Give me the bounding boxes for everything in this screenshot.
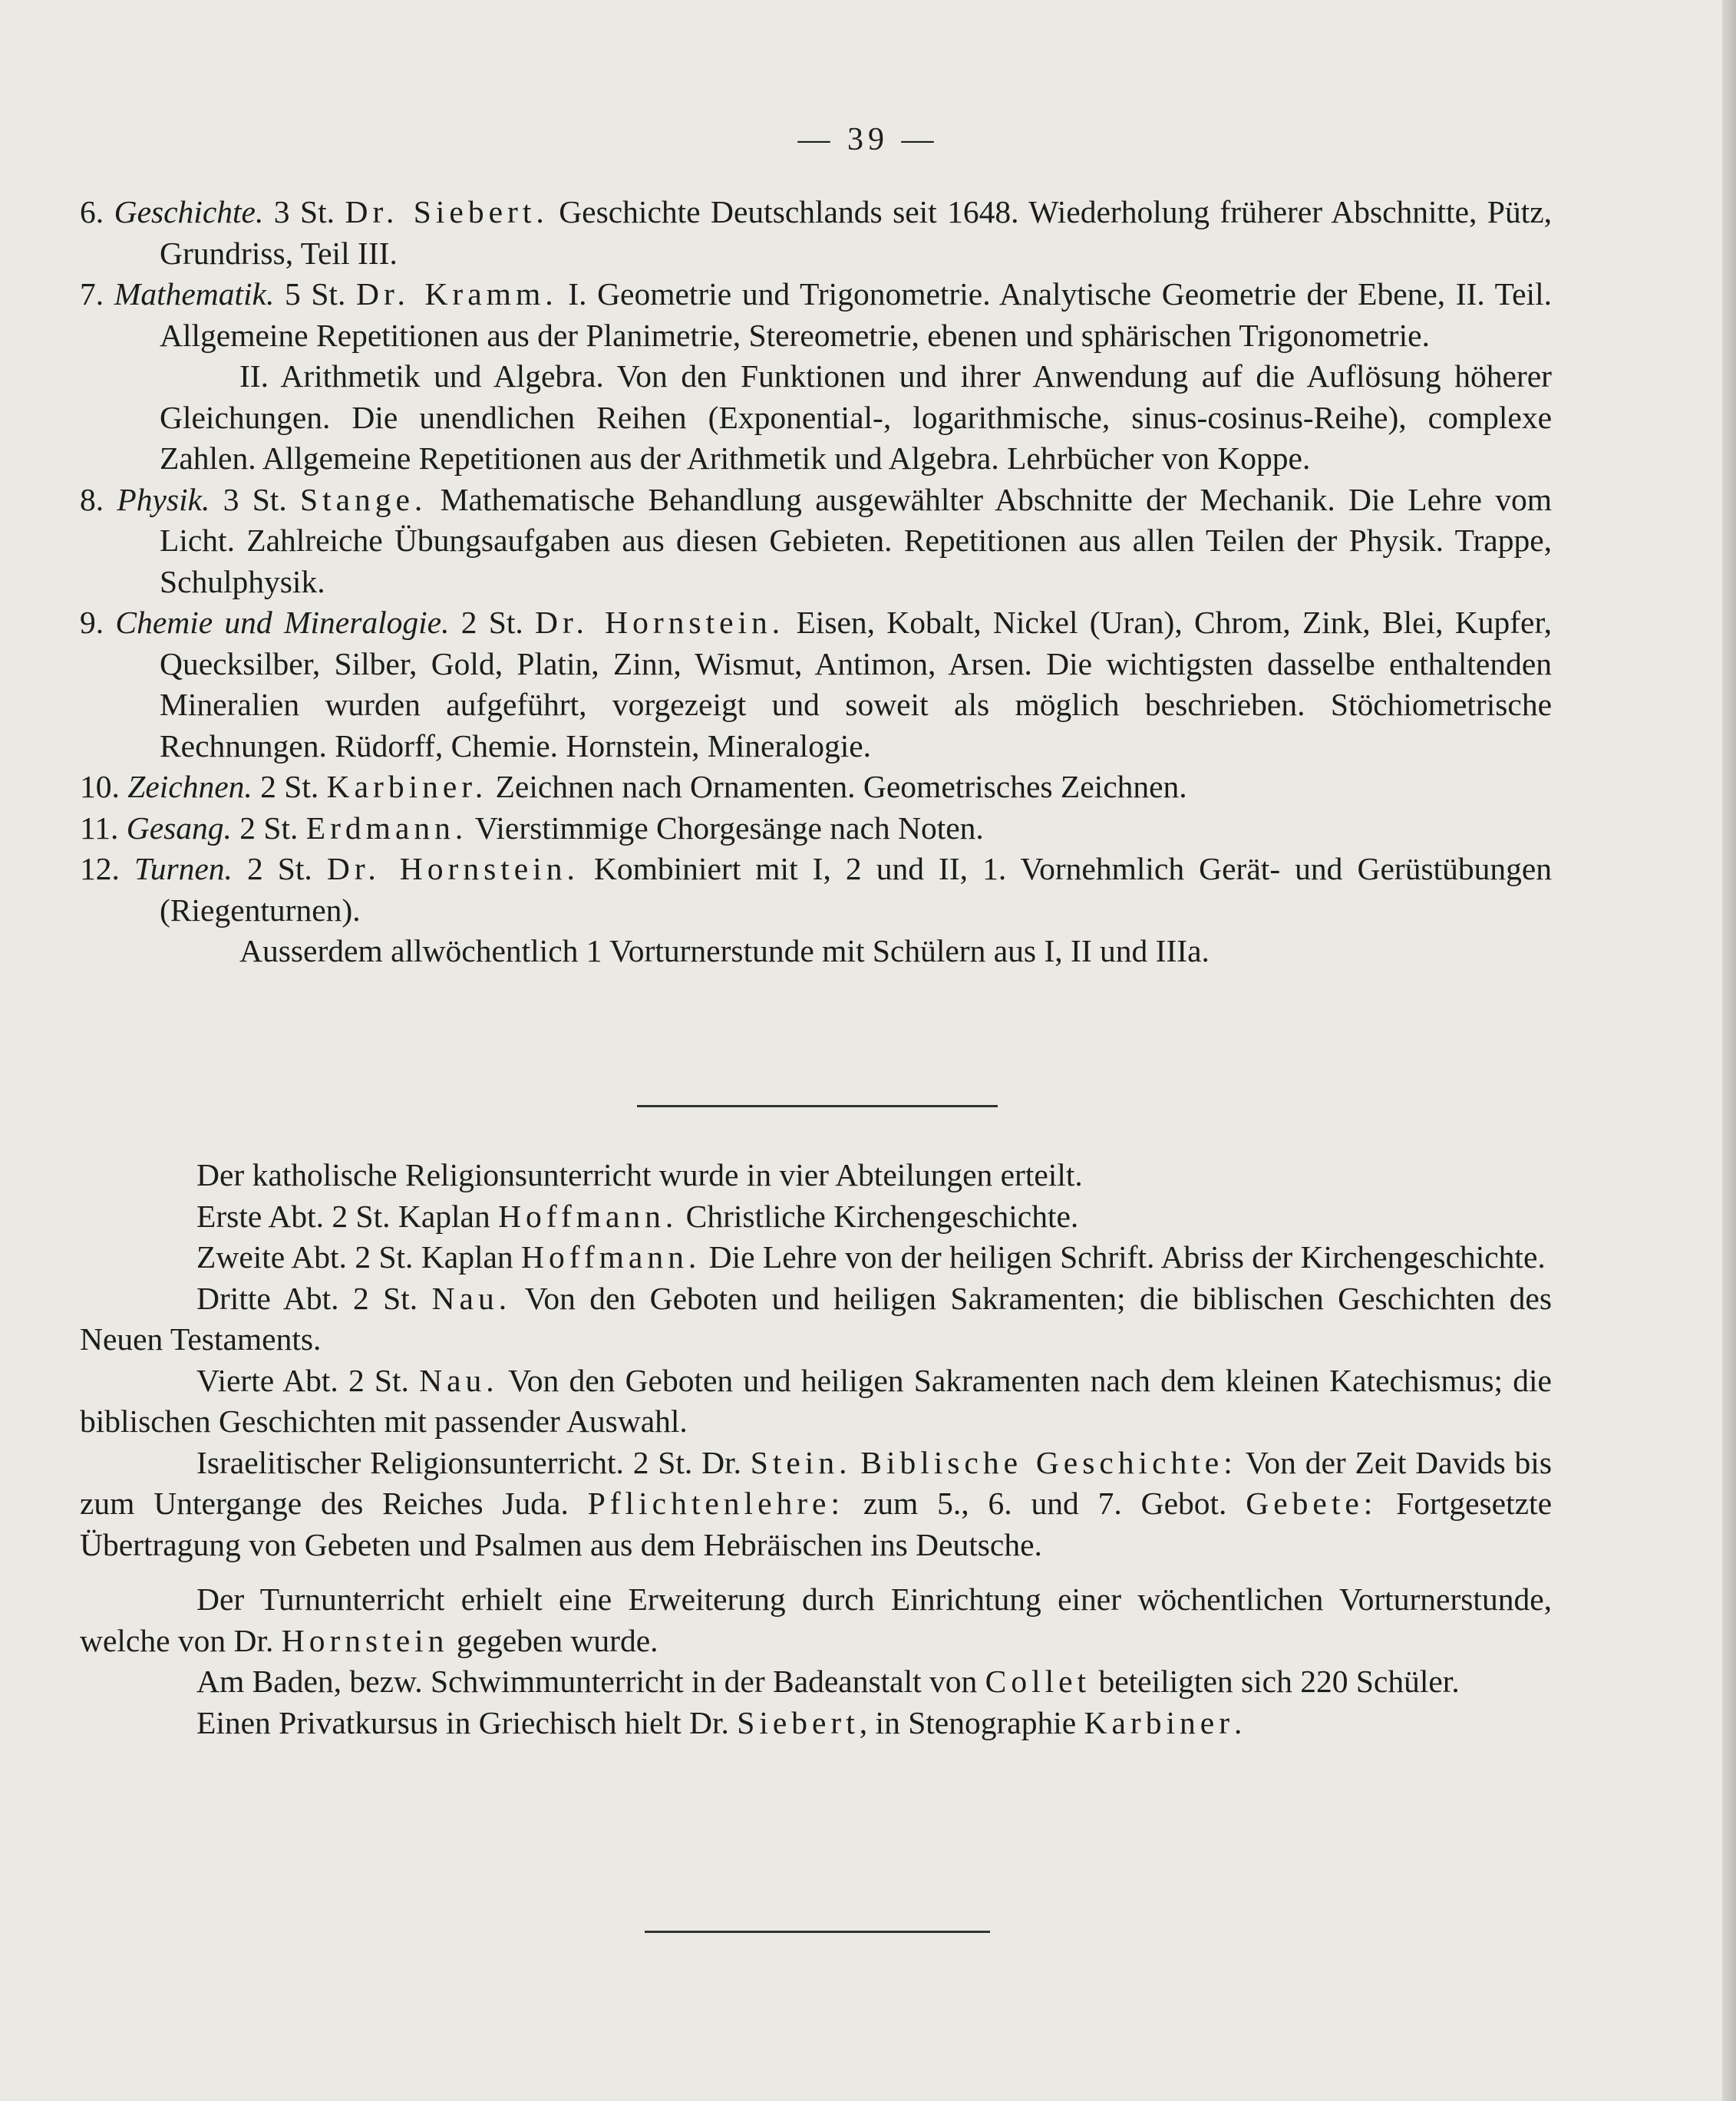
israel-text: Von der Zeit Davids bis zum Untergange des Reiches Juda. xyxy=(80,1444,1552,1521)
subject-text: I. Geometrie und Trigonometrie. Analytische Geometrie der Ebene, II. Teil. Allgemeine Repetitionen aus der Planimetrie, Stereometrie, ebenen und sphärischen Trigonometrie. xyxy=(160,276,1552,353)
para-text: beteiligten sich 220 Schüler. xyxy=(1098,1664,1460,1699)
para-text: Einen Privatkursus in Griechisch hielt Dr. xyxy=(196,1704,729,1740)
israel-text: Fortgesetzte Übertragung von Gebeten und Psalmen aus dem Hebräischen ins Deutsche. xyxy=(80,1486,1552,1562)
subject-title: Geschichte. xyxy=(114,194,264,229)
israel-heading: Pflichtenlehre: xyxy=(587,1486,845,1521)
abt-text: Von den Geboten und heiligen Sakramenten nach dem kleinen Katechismus; die biblischen Geschichten mit passender Auswahl. xyxy=(80,1362,1552,1439)
page-edge-shadow xyxy=(1722,0,1736,2101)
subject-title: Turnen. xyxy=(134,851,233,886)
subject-hours: 3 St. xyxy=(273,194,335,229)
bade-paragraph xyxy=(80,1661,1552,1703)
subject-text: Geschichte Deutschlands seit 1648. Wiederholung früherer Abschnitte, Pütz, Grundriss, Teil III. xyxy=(160,194,1553,271)
person-name: Karbiner xyxy=(1084,1704,1235,1740)
subject-title: Gesang. xyxy=(126,810,232,846)
abt-text: Von den Geboten und heiligen Sakramenten; die biblischen Geschichten des Neuen Testaments. xyxy=(80,1280,1552,1357)
subjects-section xyxy=(80,192,1552,972)
subject-number: 12. xyxy=(80,851,120,886)
subject-subparagraph: II. Arithmetik und Algebra. Von den Funktionen und ihrer Anwendung auf die Auflösung höherer Gleichungen. Die unendlichen Reihen (Exponential-, logarithmische, sinus-cosinus-Reihe), complexe Zahlen. Allgemeine Repetitionen aus der Arithmetik und Algebra. Lehrbücher von Koppe. xyxy=(160,358,1552,476)
israel-heading: Gebete: xyxy=(1246,1486,1378,1521)
para-text: Am Baden, bezw. Schwimmunterricht in der Badeanstalt von xyxy=(196,1664,978,1699)
abt-hours: 2 St. xyxy=(352,1280,418,1316)
subject-hours: 2 St. xyxy=(247,851,312,886)
abt-label: Vierte Abt. xyxy=(196,1362,338,1398)
subject-title: Mathematik. xyxy=(114,276,275,312)
abt-hours: 2 St. xyxy=(355,1239,414,1275)
para-text: . xyxy=(1234,1704,1243,1740)
turn-paragraph xyxy=(80,1579,1552,1661)
subject-entry xyxy=(80,480,1552,603)
abt-text: Die Lehre von der heiligen Schrift. Abriss der Kirchengeschichte. xyxy=(708,1239,1546,1275)
subject-text: Kombiniert mit I, 2 und II, 1. Vornehmlich Gerät- und Gerüstübungen (Riegenturnen). xyxy=(160,851,1553,928)
person-name: Collet xyxy=(985,1664,1091,1699)
subject-number: 8. xyxy=(80,481,104,517)
subject-hours: 2 St. xyxy=(239,810,299,846)
religion-abteilung xyxy=(80,1361,1552,1443)
israel-religion xyxy=(80,1443,1552,1566)
religion-abteilung xyxy=(80,1196,1552,1238)
israel-intro: Israelitischer Religionsunterricht. 2 St. Dr. xyxy=(196,1444,741,1480)
subject-teacher: Dr. Kramm. xyxy=(355,276,558,312)
subject-text: Vierstimmige Chorgesänge nach Noten. xyxy=(474,810,984,846)
subject-number: 6. xyxy=(80,194,104,229)
subject-teacher: Dr. Siebert. xyxy=(345,194,549,229)
page-number: — 39 — xyxy=(797,122,939,157)
person-name: Hornstein xyxy=(281,1622,449,1658)
subject-text: Eisen, Kobalt, Nickel (Uran), Chrom, Zink, Blei, Kupfer, Quecksilber, Silber, Gold, Platin, Zinn, Wismut, Antimon, Arsen. Die wichtigsten dasselbe enthaltenden Mineralien wurden aufgeführt, vorgezeigt und soweit als möglich beschrieben. Stöchiometrische Rechnungen. Rüdorff, Chemie. Hornstein, Mineralogie. xyxy=(160,605,1552,764)
subject-teacher: Dr. Hornstein. xyxy=(535,605,785,640)
israel-text: zum 5., 6. und 7. Gebot. xyxy=(863,1486,1227,1521)
abt-teacher: Hoffmann. xyxy=(498,1198,678,1234)
person-name: Siebert xyxy=(737,1704,860,1740)
subject-text: Zeichnen nach Ornamenten. Geometrisches Zeichnen. xyxy=(495,769,1187,804)
para-text: Der Turnunterricht erhielt eine Erweiterung durch Einrichtung einer wöchentlichen Vorturnerstunde, welche von Dr. xyxy=(80,1582,1552,1658)
subject-entry xyxy=(80,192,1552,274)
para-text: gegeben wurde. xyxy=(456,1622,658,1658)
abt-teacher-title: Kaplan xyxy=(421,1239,513,1275)
abt-label: Erste Abt. xyxy=(196,1198,324,1234)
turnen-note: Ausserdem allwöchentlich 1 Vorturnerstunde mit Schülern aus I, II und IIIa. xyxy=(239,933,1210,968)
divider-rule xyxy=(637,1105,998,1107)
abt-hours: 2 St. xyxy=(332,1198,391,1234)
abt-teacher: Nau. xyxy=(431,1280,512,1316)
subject-entry xyxy=(80,602,1552,767)
subject-hours: 3 St. xyxy=(223,481,287,517)
privat-paragraph xyxy=(80,1703,1552,1744)
subject-teacher: Erdmann. xyxy=(305,810,468,846)
subject-hours: 5 St. xyxy=(284,276,346,312)
subject-teacher: Stange. xyxy=(299,481,427,517)
subject-hours: 2 St. xyxy=(460,605,523,640)
para-text: , in Stenographie xyxy=(859,1704,1077,1740)
abt-hours: 2 St. xyxy=(348,1362,409,1398)
subject-title: Physik. xyxy=(117,481,210,517)
subject-number: 9. xyxy=(80,605,104,640)
religion-intro: Der katholische Religionsunterricht wurde in vier Abteilungen erteilt. xyxy=(196,1157,1083,1192)
subject-hours: 2 St. xyxy=(260,769,319,804)
subject-entry xyxy=(80,767,1552,808)
religion-abteilung xyxy=(80,1278,1552,1361)
subject-number: 11. xyxy=(80,810,119,846)
abt-text: Christliche Kirchengeschichte. xyxy=(685,1198,1079,1234)
abt-teacher: Nau. xyxy=(419,1362,499,1398)
subject-teacher: Dr. Hornstein. xyxy=(326,851,579,886)
subject-entry xyxy=(80,274,1552,356)
subject-number: 7. xyxy=(80,276,104,312)
abt-label: Dritte Abt. xyxy=(196,1280,339,1316)
subject-title: Zeichnen. xyxy=(127,769,252,804)
israel-teacher: Stein. xyxy=(750,1444,852,1480)
religion-section xyxy=(80,1155,1552,1743)
subject-number: 10. xyxy=(80,769,120,804)
abt-label: Zweite Abt. xyxy=(196,1239,347,1275)
subject-entry xyxy=(80,849,1552,931)
subject-teacher: Karbiner. xyxy=(326,769,488,804)
religion-abteilung xyxy=(80,1237,1552,1278)
abt-teacher: Hoffmann. xyxy=(521,1239,701,1275)
subject-text: Mathematische Behandlung ausgewählter Abschnitte der Mechanik. Die Lehre vom Licht. Zahlreiche Übungsaufgaben aus diesen Gebieten. Repetitionen aus allen Teilen der Physik. Trappe, Schulphysik. xyxy=(160,481,1553,599)
subject-entry xyxy=(80,808,1552,849)
israel-heading: Biblische Geschichte: xyxy=(860,1444,1237,1480)
divider-rule xyxy=(645,1931,990,1933)
abt-teacher-title: Kaplan xyxy=(398,1198,490,1234)
subject-title: Chemie und Mineralogie. xyxy=(115,605,450,640)
